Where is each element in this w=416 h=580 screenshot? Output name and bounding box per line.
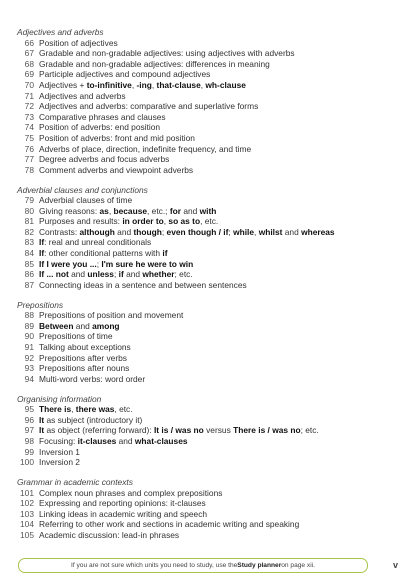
- unit-title-bold-segment: There is: [39, 404, 72, 415]
- unit-title: [39, 280, 247, 291]
- unit-title: [39, 519, 299, 530]
- unit-title: [39, 447, 80, 458]
- unit-number: 104: [20, 519, 34, 530]
- unit-entry[interactable]: [17, 310, 409, 321]
- unit-number: 100: [20, 457, 34, 468]
- unit-entry[interactable]: [17, 374, 409, 385]
- unit-title: [39, 509, 207, 520]
- unit-number: 94: [24, 373, 34, 384]
- unit-title-bold-segment: If: [39, 237, 45, 248]
- unit-number: 101: [20, 487, 34, 498]
- unit-entry[interactable]: [17, 165, 409, 176]
- unit-title: [39, 530, 179, 541]
- unit-entry[interactable]: [17, 498, 409, 509]
- unit-title: [39, 59, 270, 70]
- unit-number: 72: [24, 101, 34, 112]
- unit-title-bold-segment: so as to: [168, 216, 201, 227]
- unit-title-segment: : other conditional patterns with: [44, 248, 163, 259]
- unit-entry[interactable]: [17, 436, 409, 447]
- unit-entry[interactable]: [17, 91, 409, 102]
- unit-title: [39, 112, 166, 123]
- unit-entry[interactable]: [17, 488, 409, 499]
- unit-title-segment: Position of adverbs: front and mid position: [39, 132, 195, 143]
- unit-title-segment: Linking ideas in academic writing and speech: [39, 508, 208, 519]
- unit-number: 77: [24, 154, 34, 165]
- unit-title-bold-segment: wh-clause: [205, 79, 246, 90]
- unit-title-segment: versus: [203, 425, 234, 436]
- section-title: Adverbial clauses and conjunctions: [17, 184, 148, 195]
- unit-number: 89: [24, 320, 34, 331]
- unit-title-bold-segment: to-infinitive: [86, 79, 132, 90]
- unit-number: 68: [24, 58, 34, 69]
- unit-title-bold-segment: whilst: [258, 226, 283, 237]
- unit-entry[interactable]: [17, 530, 409, 541]
- unit-title-bold-segment: for: [169, 205, 182, 216]
- unit-entry[interactable]: [17, 227, 409, 238]
- unit-title-bold-segment: I'm sure he were to win: [101, 258, 194, 269]
- unit-title-bold-segment: what-clauses: [134, 435, 188, 446]
- unit-title-segment: ,: [200, 79, 206, 90]
- section-title: Prepositions: [17, 299, 64, 310]
- unit-number: 88: [24, 310, 34, 321]
- unit-title-segment: ,: [108, 205, 114, 216]
- unit-entry[interactable]: [17, 69, 409, 80]
- unit-number: 105: [20, 529, 34, 540]
- unit-title-segment: ;: [161, 226, 167, 237]
- unit-title-segment: Degree adverbs and focus adverbs: [39, 154, 170, 165]
- unit-title: [39, 195, 132, 206]
- unit-title-bold-segment: whereas: [301, 226, 335, 237]
- unit-entry[interactable]: [17, 144, 409, 155]
- unit-title: [39, 363, 129, 374]
- contents-list: [17, 27, 409, 550]
- unit-title-segment: Comparative phrases and clauses: [39, 111, 166, 122]
- section: [17, 27, 409, 175]
- unit-title: [39, 310, 183, 321]
- unit-number: 87: [24, 279, 34, 290]
- unit-entry[interactable]: [17, 321, 409, 332]
- unit-title: [39, 122, 160, 133]
- unit-title: [39, 331, 113, 342]
- unit-title-segment: Position of adverbs: end position: [39, 122, 161, 133]
- unit-entry[interactable]: [17, 269, 409, 280]
- unit-title: [39, 69, 210, 80]
- unit-number: 73: [24, 111, 34, 122]
- unit-title-segment: and: [114, 226, 134, 237]
- unit-entry[interactable]: [17, 509, 409, 520]
- unit-number: 70: [24, 79, 34, 90]
- unit-title-bold-segment: because: [113, 205, 148, 216]
- unit-title: [39, 436, 188, 447]
- unit-entry[interactable]: [17, 353, 409, 364]
- unit-title: [39, 498, 206, 509]
- unit-entry[interactable]: [17, 415, 409, 426]
- unit-title-bold-segment: in order to: [122, 216, 164, 227]
- unit-title-segment: Complex noun phrases and complex prepositions: [39, 487, 223, 498]
- unit-title-segment: Connecting ideas in a sentence and between sentences: [39, 279, 247, 290]
- unit-entry[interactable]: [17, 122, 409, 133]
- unit-title-segment: Comment adverbs and viewpoint adverbs: [39, 164, 194, 175]
- unit-title-segment: ;: [96, 258, 102, 269]
- unit-title-bold-segment: There is / was no: [233, 425, 301, 436]
- unit-number: 66: [24, 37, 34, 48]
- unit-title-segment: Talking about exceptions: [39, 342, 131, 352]
- unit-title-segment: ; etc.: [300, 425, 319, 436]
- unit-title-segment: and: [68, 269, 88, 280]
- unit-title-segment: Inversion 2: [39, 457, 80, 468]
- unit-title-segment: , etc.: [200, 216, 219, 227]
- section: [17, 300, 409, 385]
- unit-title: [39, 154, 169, 165]
- unit-title-segment: ;: [113, 269, 119, 280]
- unit-entry[interactable]: [17, 519, 409, 530]
- page-number: v: [392, 560, 398, 570]
- unit-title: [39, 206, 216, 217]
- unit-title: [39, 488, 222, 499]
- unit-entry[interactable]: [17, 112, 409, 123]
- unit-title-segment: and: [116, 435, 135, 446]
- unit-title-segment: ; etc.: [174, 269, 193, 280]
- unit-title: [39, 353, 127, 364]
- unit-number: 98: [24, 435, 34, 446]
- unit-title-segment: ,: [71, 404, 76, 415]
- unit-number: 78: [24, 164, 34, 175]
- unit-title-bold-segment: If: [39, 248, 45, 259]
- section-title: Adjectives and adverbs: [17, 27, 104, 37]
- unit-title-segment: and: [282, 226, 302, 237]
- unit-number: 74: [24, 122, 34, 133]
- unit-title-segment: Adjectives and adverbs: [39, 90, 126, 101]
- unit-title-bold-segment: while: [233, 226, 255, 237]
- unit-number: 80: [24, 205, 34, 216]
- unit-title: [39, 321, 120, 332]
- unit-title: [39, 80, 246, 91]
- unit-entry[interactable]: [17, 248, 409, 259]
- unit-title-segment: ,: [163, 216, 169, 227]
- unit-title: [39, 165, 193, 176]
- unit-title-segment: Purposes and results:: [39, 216, 123, 227]
- unit-title-bold-segment: unless: [87, 269, 114, 280]
- section: [17, 394, 409, 468]
- study-planner-note: [18, 558, 368, 573]
- section-title: Organising information: [17, 393, 102, 404]
- unit-title: [39, 425, 319, 436]
- unit-number: 102: [20, 498, 34, 509]
- unit-number: 85: [24, 258, 34, 269]
- note-text-after: on page xii.: [281, 562, 315, 569]
- unit-title-segment: as subject (introductory it): [44, 414, 143, 425]
- unit-number: 71: [24, 90, 34, 101]
- unit-title-bold-segment: if: [162, 248, 168, 259]
- unit-title-segment: Giving reasons:: [39, 205, 100, 216]
- unit-entry[interactable]: [17, 206, 409, 217]
- unit-title: [39, 457, 80, 468]
- unit-number: 76: [24, 143, 34, 154]
- unit-title-segment: Multi-word verbs: word order: [39, 373, 146, 384]
- unit-title-segment: Adjectives +: [39, 79, 87, 90]
- unit-title-segment: Referring to other work and sections in academic writing and speaking: [39, 519, 300, 530]
- unit-entry[interactable]: [17, 447, 409, 458]
- unit-entry[interactable]: [17, 195, 409, 206]
- unit-title: [39, 269, 193, 280]
- unit-entry[interactable]: [17, 38, 409, 49]
- unit-title-segment: ,: [254, 226, 259, 237]
- unit-title-bold-segment: if: [118, 269, 124, 280]
- unit-number: 99: [24, 446, 34, 457]
- unit-number: 82: [24, 226, 34, 237]
- unit-number: 92: [24, 352, 34, 363]
- unit-title-segment: Adverbs of place, direction, indefinite frequency, and time: [39, 143, 252, 154]
- unit-title: [39, 404, 133, 415]
- unit-title-bold-segment: It: [39, 425, 45, 436]
- unit-number: 75: [24, 132, 34, 143]
- unit-title-bold-segment: that-clause: [156, 79, 201, 90]
- unit-number: 69: [24, 69, 34, 80]
- unit-entry[interactable]: [17, 425, 409, 436]
- unit-number: 96: [24, 414, 34, 425]
- unit-title-segment: and: [73, 320, 93, 331]
- unit-title-segment: , etc.: [114, 404, 133, 415]
- unit-title-bold-segment: with: [199, 205, 217, 216]
- unit-title-segment: Gradable and non-gradable adjectives: differences in meaning: [39, 58, 270, 69]
- section-title: Grammar in academic contexts: [17, 476, 133, 487]
- unit-entry[interactable]: [17, 280, 409, 291]
- unit-entry[interactable]: [17, 342, 409, 353]
- unit-title-segment: Expressing and reporting opinions: it-clauses: [39, 498, 206, 509]
- unit-title-segment: Prepositions of position and movement: [39, 310, 184, 321]
- unit-title-bold-segment: although: [79, 226, 115, 237]
- unit-number: 83: [24, 237, 34, 248]
- unit-title-segment: Gradable and non-gradable adjectives: using adjectives with adverbs: [39, 48, 295, 59]
- study-planner-link[interactable]: Study planner: [237, 562, 282, 569]
- unit-number: 90: [24, 331, 34, 342]
- section: [17, 185, 409, 291]
- unit-title-segment: and: [181, 205, 200, 216]
- unit-title: [39, 259, 193, 270]
- unit-title: [39, 248, 168, 259]
- unit-title-bold-segment: there was: [75, 404, 115, 415]
- unit-entry[interactable]: [17, 59, 409, 70]
- unit-title-segment: and: [123, 269, 143, 280]
- unit-title-bold-segment: Between: [39, 320, 74, 331]
- unit-title-bold-segment: though: [133, 226, 162, 237]
- note-text-before: If you are not sure which units you need to study, use the: [71, 562, 238, 569]
- unit-title-segment: Academic discussion: lead-in phrases: [39, 529, 180, 540]
- unit-title-segment: Inversion 1: [39, 446, 80, 457]
- unit-title: [39, 374, 145, 385]
- unit-title-bold-segment: If I were you ...: [39, 258, 97, 269]
- unit-entry[interactable]: [17, 259, 409, 270]
- unit-title-segment: Contrasts:: [39, 226, 80, 237]
- unit-entry[interactable]: [17, 237, 409, 248]
- unit-entry[interactable]: [17, 216, 409, 227]
- unit-title-bold-segment: among: [92, 320, 120, 331]
- unit-title-bold-segment: even though / if: [166, 226, 229, 237]
- unit-title: [39, 91, 126, 102]
- unit-number: 67: [24, 48, 34, 59]
- unit-number: 84: [24, 248, 34, 259]
- unit-title: [39, 227, 335, 238]
- unit-number: 97: [24, 425, 34, 436]
- unit-entry[interactable]: [17, 457, 409, 468]
- unit-title-segment: Participle adjectives and compound adjectives: [39, 69, 211, 80]
- unit-title-segment: Prepositions after nouns: [39, 363, 130, 374]
- unit-number: 103: [20, 508, 34, 519]
- unit-title-bold-segment: If ... not: [39, 269, 69, 280]
- unit-title-segment: Focusing:: [39, 435, 78, 446]
- unit-title-segment: ;: [228, 226, 234, 237]
- unit-title: [39, 237, 151, 248]
- unit-title: [39, 101, 258, 112]
- unit-title: [39, 48, 295, 59]
- unit-title-segment: : real and unreal conditionals: [44, 237, 152, 248]
- unit-number: 91: [24, 342, 34, 352]
- unit-title-segment: ,: [151, 79, 157, 90]
- unit-title-bold-segment: as: [99, 205, 109, 216]
- unit-title-segment: Adjectives and adverbs: comparative and superlative forms: [39, 101, 259, 112]
- unit-title-segment: Prepositions after verbs: [39, 352, 127, 363]
- unit-title: [39, 342, 131, 353]
- unit-entry[interactable]: [17, 101, 409, 112]
- unit-number: 86: [24, 269, 34, 280]
- unit-title-bold-segment: it-clauses: [77, 435, 117, 446]
- unit-entry[interactable]: [17, 133, 409, 144]
- unit-title-segment: as object (referring forward):: [44, 425, 154, 436]
- unit-title-bold-segment: It is / was no: [153, 425, 204, 436]
- unit-number: 79: [24, 195, 34, 206]
- unit-title-segment: ,: [131, 79, 137, 90]
- unit-title: [39, 216, 218, 227]
- unit-entry[interactable]: [17, 48, 409, 59]
- unit-title-segment: , etc.;: [147, 205, 170, 216]
- unit-title-bold-segment: It: [39, 414, 45, 425]
- unit-entry[interactable]: [17, 404, 409, 415]
- unit-number: 95: [24, 404, 34, 415]
- unit-number: 81: [24, 216, 34, 227]
- unit-entry[interactable]: [17, 363, 409, 374]
- unit-entry[interactable]: [17, 331, 409, 342]
- unit-entry[interactable]: [17, 154, 409, 165]
- unit-title: [39, 415, 142, 426]
- unit-title: [39, 38, 118, 49]
- section: [17, 477, 409, 541]
- unit-title-segment: Adverbial clauses of time: [39, 195, 133, 206]
- unit-title-segment: Position of adjectives: [39, 37, 118, 48]
- unit-title: [39, 144, 251, 155]
- unit-title-bold-segment: whether: [142, 269, 175, 280]
- unit-number: 93: [24, 363, 34, 374]
- unit-entry[interactable]: [17, 80, 409, 91]
- unit-title-bold-segment: -ing: [136, 79, 152, 90]
- unit-title-segment: Prepositions of time: [39, 331, 113, 342]
- unit-title: [39, 133, 195, 144]
